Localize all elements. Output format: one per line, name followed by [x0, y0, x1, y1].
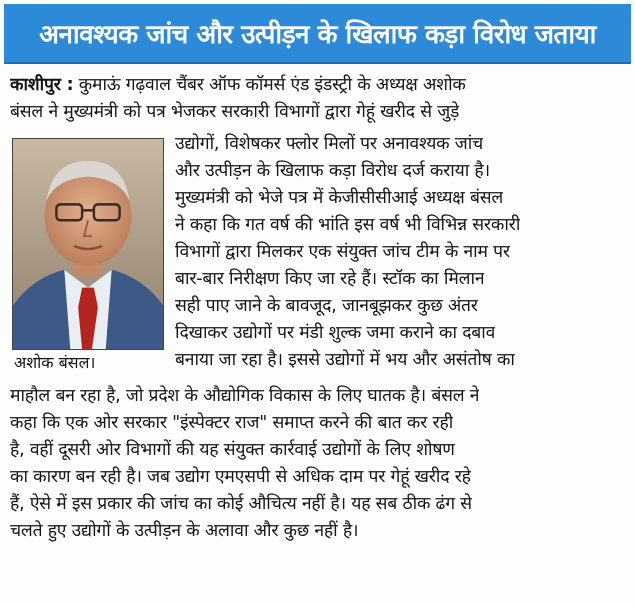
article-line: और उत्पीड़न के खिलाफ कड़ा विरोध दर्ज कराया है।	[175, 161, 490, 181]
article-line: है, वहीं दूसरी ओर विभागों की यह संयुक्त कार्रवाई उद्योगों के लिए शोषण	[10, 440, 455, 460]
portrait-illustration	[13, 139, 163, 349]
article-line: सही पाए जाने के बावजूद, जानबूझकर कुछ अंतर	[175, 296, 478, 316]
article-line: चलते हुए उद्योगों के उत्पीड़न के अलावा और कुछ नहीं है।	[10, 521, 359, 541]
article-line	[10, 72, 466, 98]
article-line: कहा कि एक ओर सरकार "इंस्पेक्टर राज" समाप्त करने की बात कर रही	[10, 413, 454, 433]
article-line: उद्योगों, विशेषकर फ्लोर मिलों पर अनावश्यक जांच	[175, 134, 483, 154]
article-line: बनाया जा रहा है। इससे उद्योगों में भय और असंतोष का	[175, 350, 515, 370]
dateline: काशीपुर :	[10, 75, 74, 95]
article-line: बार-बार निरीक्षण किए जा रहे हैं। स्टॉक का मिलान	[175, 269, 485, 289]
photo-caption: अशोक बंसल।	[14, 353, 96, 372]
article-line: मुख्यमंत्री को भेजे पत्र में केजीसीसीआई अध्यक्ष बंसल	[175, 188, 504, 208]
headline-title: अनावश्यक जांच और उत्पीड़न के खिलाफ कड़ा विरोध जताया	[39, 20, 596, 50]
headline-banner	[4, 4, 631, 64]
article-line: विभागों द्वारा मिलकर एक संयुक्त जांच टीम के नाम पर	[175, 242, 510, 262]
article-line: हैं, ऐसे में इस प्रकार की जांच का कोई औचित्य नहीं है। यह सब ठीक ढंग से	[10, 494, 472, 514]
article-line: दिखाकर उद्योगों पर मंडी शुल्क जमा कराने का दबाव	[175, 323, 496, 343]
article-line: का कारण बन रही है। जब उद्योग एमएसपी से अधिक दाम पर गेहूं खरीद रहे	[10, 467, 471, 487]
article-line: ने कहा कि गत वर्ष की भांति इस वर्ष भी विभिन्न सरकारी	[175, 215, 521, 235]
article-line: बंसल ने मुख्यमंत्री को पत्र भेजकर सरकारी विभागों द्वारा गेहूं खरीद से जुड़े	[10, 102, 460, 122]
article-line: माहौल बन रहा है, जो प्रदेश के औद्योगिक विकास के लिए घातक है। बंसल ने	[10, 386, 480, 406]
article-line-text: कुमाऊं गढ़वाल चैंबर ऑफ कॉमर्स एंड इंडस्ट्री के अध्यक्ष अशोक	[73, 75, 466, 95]
portrait-photo	[12, 138, 164, 350]
